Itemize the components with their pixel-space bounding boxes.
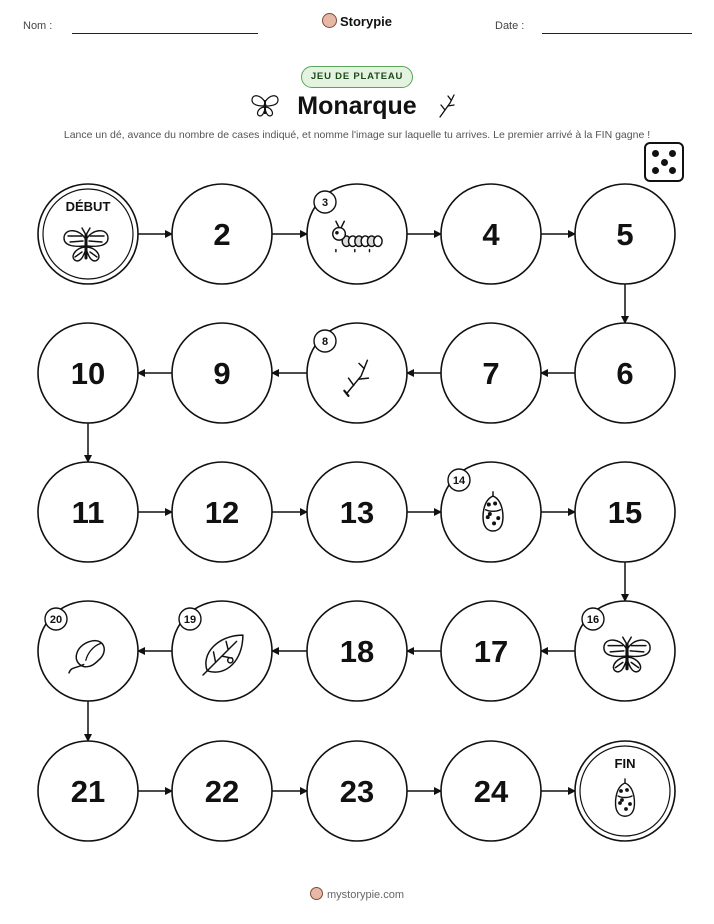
board-space-3[interactable] (307, 184, 407, 284)
board-space-11[interactable] (38, 462, 138, 562)
space-number: 17 (473, 634, 509, 669)
instructions: Lance un dé, avance du nombre de cases indiqué, et nomme l'image sur laquelle tu arrives. Le premier arrivé à la FIN gagne ! (63, 129, 651, 141)
space-number: 4 (482, 217, 500, 252)
space-number: 14 (452, 475, 466, 487)
space-number: 16 (586, 614, 600, 626)
board-space-14[interactable] (441, 462, 541, 562)
board-space-8[interactable] (307, 323, 407, 423)
board-space-2[interactable] (172, 184, 272, 284)
space-number: 5 (616, 217, 634, 252)
space-number: 7 (482, 356, 500, 391)
game-type-badge: JEU DE PLATEAU (301, 66, 413, 88)
board-space-15[interactable] (575, 462, 675, 562)
start-label: DÉBUT (65, 199, 111, 214)
board-space-16[interactable] (575, 601, 675, 701)
board-space-9[interactable] (172, 323, 272, 423)
space-number: 10 (70, 356, 106, 391)
board-space-7[interactable] (441, 323, 541, 423)
space-number: 22 (204, 774, 240, 809)
board-space-6[interactable] (575, 323, 675, 423)
brand-name: Storypie (339, 14, 392, 29)
space-number: 3 (321, 197, 329, 209)
space-number: 20 (49, 614, 63, 626)
space-number: 13 (339, 495, 375, 530)
space-number: 2 (213, 217, 231, 252)
space-number: 15 (607, 495, 643, 530)
board-space-13[interactable] (307, 462, 407, 562)
space-number: 8 (321, 336, 329, 348)
board-space-25[interactable] (575, 741, 675, 841)
space-number: 11 (71, 495, 105, 530)
page-title: Monarque (297, 92, 417, 120)
board-space-12[interactable] (172, 462, 272, 562)
board-space-23[interactable] (307, 741, 407, 841)
board-space-20[interactable] (38, 601, 138, 701)
space-number: 6 (616, 356, 634, 391)
board-space-24[interactable] (441, 741, 541, 841)
space-number: 9 (213, 356, 231, 391)
footer (0, 887, 714, 901)
date-label: Date : (495, 20, 525, 32)
board-space-4[interactable] (441, 184, 541, 284)
finish-label: FIN (614, 756, 636, 771)
board-space-18[interactable] (307, 601, 407, 701)
space-number: 24 (473, 774, 509, 809)
footer-url: mystorypie.com (326, 889, 405, 901)
name-label: Nom : (23, 20, 53, 32)
board-space-21[interactable] (38, 741, 138, 841)
space-number: 12 (204, 495, 240, 530)
space-number: 21 (70, 774, 106, 809)
board-space-22[interactable] (172, 741, 272, 841)
board-space-10[interactable] (38, 323, 138, 423)
storypie-logo-icon (310, 887, 323, 900)
board-space-1[interactable] (38, 184, 138, 284)
board-space-17[interactable] (441, 601, 541, 701)
board-space-19[interactable] (172, 601, 272, 701)
space-number: 23 (339, 774, 375, 809)
space-number: 19 (183, 614, 197, 626)
space-number: 18 (339, 634, 375, 669)
board-space-5[interactable] (575, 184, 675, 284)
